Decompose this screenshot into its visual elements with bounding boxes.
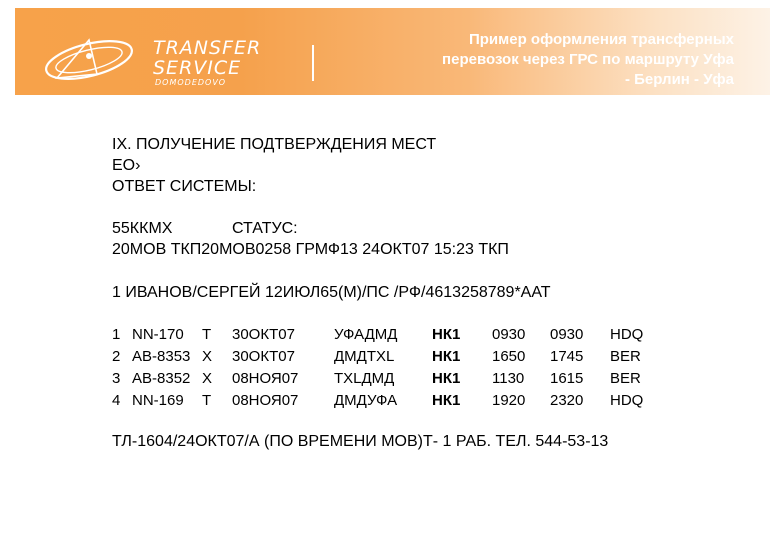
segment-status: НК1: [432, 370, 461, 387]
segment-class: X: [202, 348, 213, 365]
segment-departure: 0930: [492, 326, 526, 343]
header-divider: [312, 45, 314, 81]
segment-date: 08НОЯ07: [232, 392, 299, 409]
segment-code: BER: [610, 348, 641, 365]
brand-line-1: TRANSFER: [153, 37, 262, 59]
segment-number: 1: [112, 326, 121, 343]
segment-number: 3: [112, 370, 121, 387]
slide-title-line-3: - Берлин - Уфа: [624, 71, 734, 88]
segment-departure: 1130: [492, 370, 525, 387]
segment-flight: NN-170: [132, 326, 184, 343]
passenger-line: 1 ИВАНОВ/СЕРГЕЙ 12ИЮЛ65(М)/ПС /РФ/4613258789*ААТ: [112, 284, 551, 301]
segment-class: T: [202, 392, 212, 409]
ticket-line: ТЛ-1604/24ОКТ07/А (ПО ВРЕМЕНИ МОВ)Т- 1 РАБ. ТЕЛ. 544-53-13: [112, 433, 609, 450]
segment-code: HDQ: [610, 326, 644, 343]
header-banner: [15, 8, 770, 95]
slide-title-line-1: Пример оформления трансферных: [468, 31, 734, 48]
segment-code: HDQ: [610, 392, 644, 409]
segment-status: НК1: [432, 326, 461, 343]
table-row: [112, 368, 660, 390]
segment-route: TXLДМД: [334, 370, 395, 387]
segment-status: НК1: [432, 348, 461, 365]
segment-class: X: [202, 370, 213, 387]
transfer-service-logo-icon: [37, 30, 147, 90]
booking-line: 20МОВ ТКП20МОВ0258 ГРМФ13 24ОКТ07 15:23 ТКП: [112, 241, 509, 258]
response-label: ОТВЕТ СИСТЕМЫ:: [112, 178, 257, 195]
segment-route: ДМДТXL: [334, 348, 395, 365]
command-line: ЕО›: [112, 157, 141, 174]
segment-number: 4: [112, 392, 121, 409]
slide-title-line-2: перевозок через ГРС по маршруту Уфа: [442, 51, 734, 68]
segment-date: 30ОКТ07: [232, 348, 295, 365]
segment-code: BER: [610, 370, 641, 387]
segment-flight: AB-8352: [132, 370, 191, 387]
table-row: [112, 324, 660, 346]
segment-arrival: 1745: [550, 348, 584, 365]
segments-table: [112, 324, 660, 412]
segment-flight: AB-8353: [132, 348, 191, 365]
table-row: [112, 346, 660, 368]
segment-class: T: [202, 326, 212, 343]
section-title: IX. ПОЛУЧЕНИЕ ПОДТВЕРЖДЕНИЯ МЕСТ: [112, 136, 437, 153]
segment-departure: 1920: [492, 392, 526, 409]
pnr-code: 55ККМХ: [112, 220, 173, 237]
segment-flight: NN-169: [132, 392, 184, 409]
segment-date: 30ОКТ07: [232, 326, 295, 343]
segment-date: 08НОЯ07: [232, 370, 299, 387]
segment-route: УФАДМД: [334, 326, 398, 343]
segment-arrival: 2320: [550, 392, 584, 409]
segment-status: НК1: [432, 392, 461, 409]
status-label: СТАТУС:: [232, 220, 298, 237]
segment-number: 2: [112, 348, 121, 365]
segment-arrival: 0930: [550, 326, 584, 343]
slide-title: [442, 30, 734, 90]
table-row: [112, 390, 660, 412]
segment-departure: 1650: [492, 348, 526, 365]
brand-wordmark: [153, 38, 261, 87]
segment-arrival: 1615: [550, 370, 584, 387]
segment-route: ДМДУФА: [334, 392, 398, 409]
brand-line-3: DOMODEDOVO: [155, 78, 227, 87]
brand-line-2: SERVICE: [153, 57, 242, 79]
